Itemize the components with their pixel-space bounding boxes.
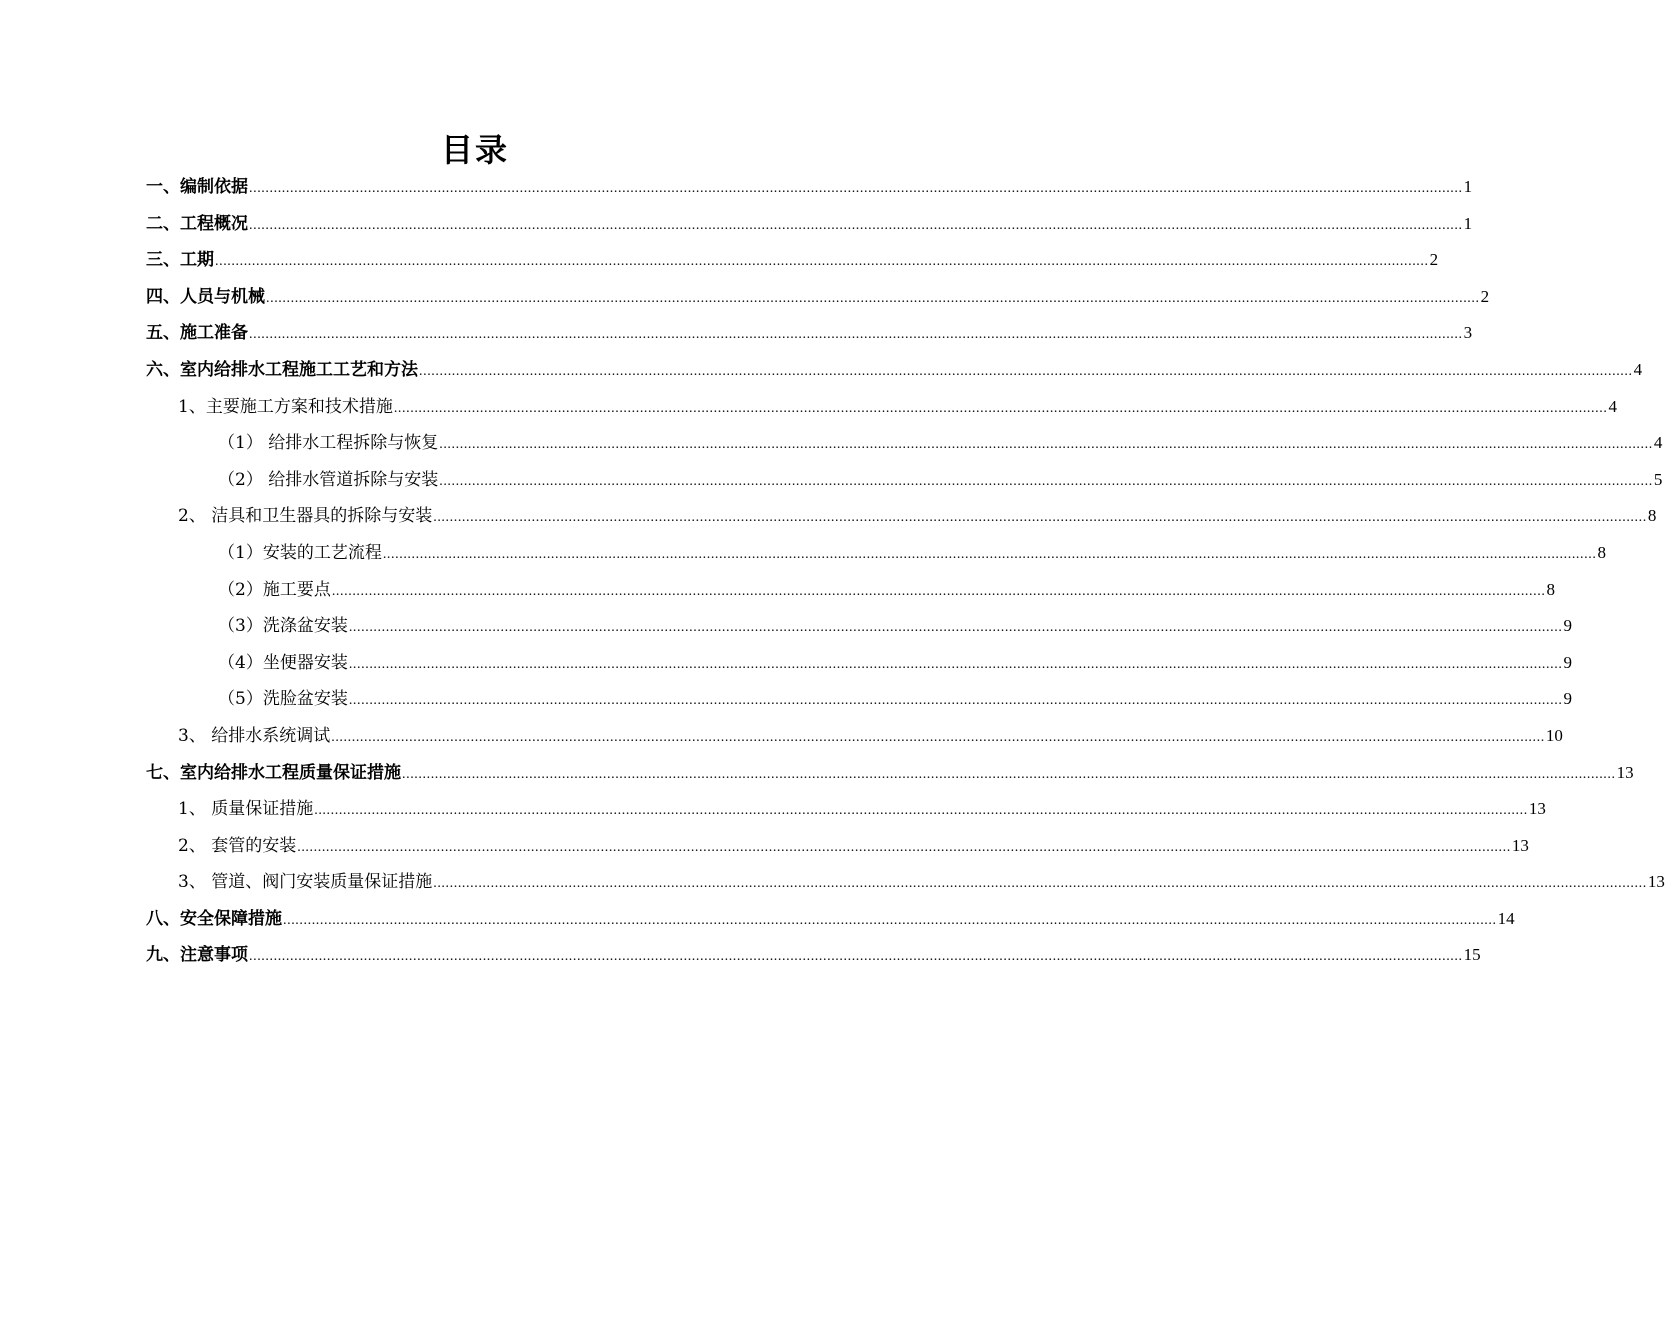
toc-page-number: 13 — [1647, 872, 1665, 892]
toc-dot-leader: ........................................................................................................................................................................................................................................................................................................ — [402, 766, 1616, 782]
toc-entry[interactable] — [146, 681, 1572, 718]
toc-page-number: 2 — [1429, 250, 1439, 270]
toc-entry[interactable] — [146, 608, 1572, 645]
toc-page-number: 13 — [1511, 835, 1529, 855]
toc-entry[interactable] — [146, 206, 1473, 243]
toc-entry-text: （2）施工要点 — [218, 579, 331, 600]
toc-entry[interactable] — [146, 535, 1606, 572]
toc-entry-text: 二、工程概况 — [146, 213, 248, 234]
toc-entry-text: 1、 质量保证措施 — [178, 799, 314, 820]
toc-page-number: 1 — [1463, 177, 1473, 196]
toc-entry-text: 七、室内给排水工程质量保证措施 — [146, 762, 401, 783]
toc-dot-leader: ........................................................................................................................................................................................................................................................................................................ — [249, 217, 1463, 233]
toc-dot-leader: ........................................................................................................................................................................................................................................................................................................ — [439, 437, 1653, 453]
toc-entry-text: 3、 给排水系统调试 — [178, 725, 331, 746]
toc-dot-leader: ........................................................................................................................................................................................................................................................................................................ — [348, 620, 1563, 636]
toc-entry[interactable] — [146, 572, 1555, 609]
toc-page-number: 13 — [1528, 799, 1546, 819]
toc-entry[interactable] — [146, 718, 1563, 755]
toc-page-number: 3 — [1463, 323, 1473, 343]
toc-entry-text: （1）安装的工艺流程 — [218, 542, 382, 563]
toc-dot-leader: ........................................................................................................................................................................................................................................................................................................ — [249, 949, 1463, 965]
toc-dot-leader: ........................................................................................................................................................................................................................................................................................................ — [419, 363, 1633, 379]
toc-dot-leader: ........................................................................................................................................................................................................................................................................................................ — [331, 729, 1545, 745]
toc-dot-leader: ........................................................................................................................................................................................................................................................................................................ — [266, 290, 1480, 306]
toc-title: 目录 — [440, 131, 509, 169]
toc-entry-text: 2、 洁具和卫生器具的拆除与安装 — [178, 506, 433, 527]
toc-entry[interactable] — [146, 389, 1617, 426]
toc-dot-leader: ........................................................................................................................................................................................................................................................................................................ — [249, 327, 1463, 343]
toc-page-number: 5 — [1653, 469, 1663, 489]
toc-entry[interactable] — [146, 498, 1657, 535]
toc-entry-text: （4）坐便器安装 — [218, 652, 348, 673]
toc-dot-leader: ........................................................................................................................................................................................................................................................................................................ — [433, 876, 1647, 892]
toc-entry[interactable] — [146, 425, 1663, 462]
toc-entry-text: 六、室内给排水工程施工工艺和方法 — [146, 359, 418, 380]
toc-entry-text: 四、人员与机械 — [146, 286, 265, 307]
toc-dot-leader: ........................................................................................................................................................................................................................................................................................................ — [249, 181, 1463, 196]
toc-entry-text: 一、编制依据 — [146, 177, 248, 197]
toc-page-number: 15 — [1463, 945, 1481, 965]
toc-page-number: 10 — [1545, 725, 1563, 745]
toc-entry[interactable] — [146, 791, 1546, 828]
toc-list — [146, 169, 1665, 974]
toc-page-number: 4 — [1633, 359, 1643, 379]
toc-entry-text: （3）洗涤盆安装 — [218, 616, 348, 637]
toc-entry[interactable] — [146, 242, 1439, 279]
toc-dot-leader: ........................................................................................................................................................................................................................................................................................................ — [215, 254, 1429, 270]
toc-dot-leader: ........................................................................................................................................................................................................................................................................................................ — [297, 839, 1511, 855]
toc-page-number: 9 — [1563, 689, 1572, 709]
toc-entry[interactable] — [146, 279, 1490, 316]
toc-entry-text: 九、注意事项 — [146, 945, 248, 966]
toc-dot-leader: ........................................................................................................................................................................................................................................................................................................ — [331, 583, 1546, 599]
toc-dot-leader: ........................................................................................................................................................................................................................................................................................................ — [283, 912, 1497, 928]
toc-entry-text: （1） 给排水工程拆除与恢复 — [218, 433, 439, 454]
toc-page-number: 8 — [1597, 542, 1606, 562]
toc-entry[interactable] — [146, 462, 1663, 499]
toc-page-number: 2 — [1480, 286, 1490, 306]
toc-page-number: 1 — [1463, 213, 1473, 233]
toc-entry[interactable] — [146, 937, 1481, 974]
toc-entry[interactable] — [146, 828, 1529, 865]
toc-entry-text: 三、工期 — [146, 250, 214, 271]
toc-entry-text: 2、 套管的安装 — [178, 835, 297, 856]
toc-page-number: 8 — [1546, 579, 1555, 599]
toc-page-number: 14 — [1497, 908, 1515, 928]
toc-entry-text: （2） 给排水管道拆除与安装 — [218, 469, 439, 490]
toc-page-number: 9 — [1563, 652, 1572, 672]
toc-page-number: 4 — [1653, 433, 1663, 453]
toc-page-number: 8 — [1647, 506, 1657, 526]
toc-entry-text: 五、施工准备 — [146, 323, 248, 344]
toc-entry[interactable] — [146, 169, 1473, 206]
toc-entry-text: 1、主要施工方案和技术措施 — [178, 396, 393, 417]
toc-entry-text: 八、安全保障措施 — [146, 908, 282, 929]
toc-dot-leader: ........................................................................................................................................................................................................................................................................................................ — [314, 803, 1528, 819]
toc-page-number: 13 — [1616, 762, 1634, 782]
toc-dot-leader: ........................................................................................................................................................................................................................................................................................................ — [382, 546, 1597, 562]
toc-page-number: 4 — [1608, 396, 1617, 416]
toc-entry-text: 3、 管道、阀门安装质量保证措施 — [178, 872, 433, 893]
toc-entry[interactable] — [146, 352, 1643, 389]
toc-dot-leader: ........................................................................................................................................................................................................................................................................................................ — [393, 400, 1608, 416]
toc-dot-leader: ........................................................................................................................................................................................................................................................................................................ — [433, 510, 1647, 526]
toc-entry[interactable] — [146, 864, 1665, 901]
toc-entry[interactable] — [146, 901, 1515, 938]
toc-page-number: 9 — [1563, 616, 1572, 636]
toc-entry[interactable] — [146, 315, 1473, 352]
toc-entry[interactable] — [146, 645, 1572, 682]
toc-dot-leader: ........................................................................................................................................................................................................................................................................................................ — [439, 473, 1653, 489]
toc-dot-leader: ........................................................................................................................................................................................................................................................................................................ — [348, 693, 1563, 709]
toc-entry[interactable] — [146, 755, 1634, 792]
toc-entry-text: （5）洗脸盆安装 — [218, 689, 348, 710]
toc-dot-leader: ........................................................................................................................................................................................................................................................................................................ — [348, 656, 1563, 672]
